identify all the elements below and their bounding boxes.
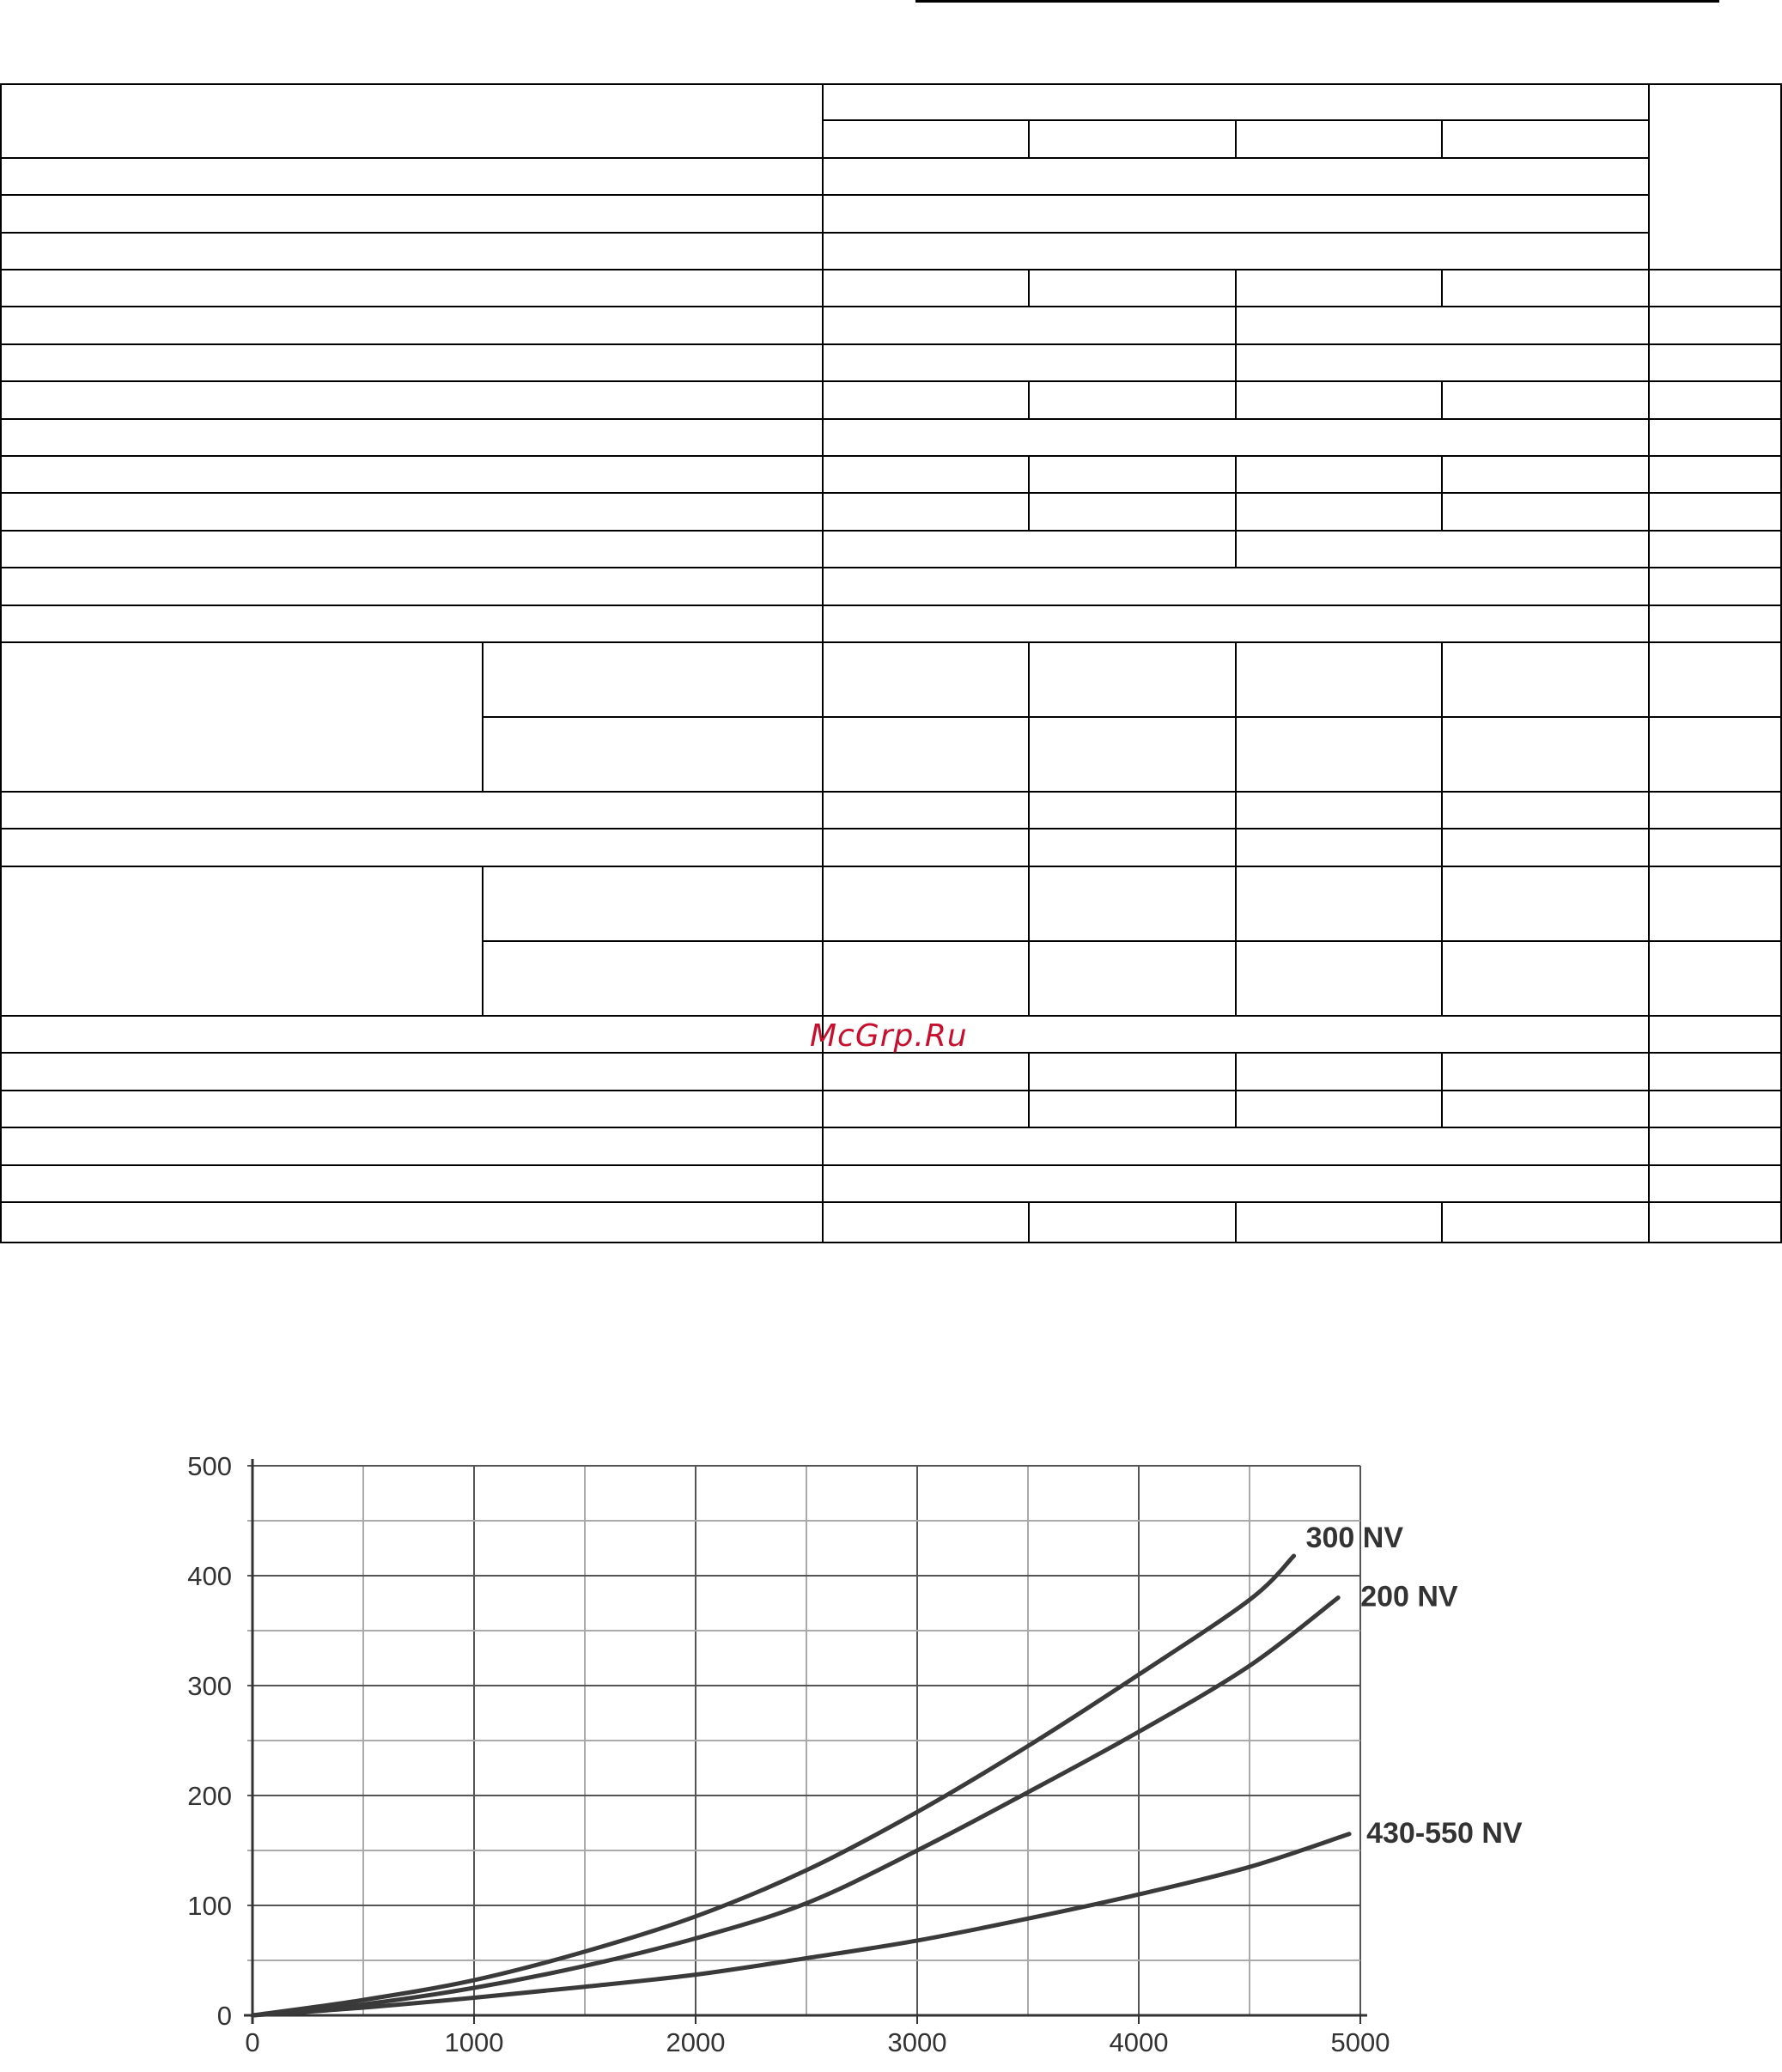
y-tick-label: 500: [187, 1451, 232, 1481]
y-tick-label: 100: [187, 1891, 232, 1921]
series-label: 300 NV: [1305, 1521, 1404, 1554]
series-line-200-nv: [252, 1598, 1338, 2015]
chart-tick-labels: [187, 1451, 1390, 2057]
chart-series: [252, 1556, 1349, 2015]
chart-canvas: [155, 1417, 1615, 2072]
x-tick-label: 5000: [1330, 2027, 1390, 2057]
specification-table: [0, 83, 1782, 1243]
performance-chart: [155, 1417, 1615, 2072]
series-line-300-nv: [252, 1556, 1294, 2015]
chart-grid: [247, 1466, 1360, 2015]
y-tick-label: 200: [187, 1781, 232, 1811]
x-tick-label: 1000: [444, 2027, 504, 2057]
watermark-text: McGrp.Ru: [810, 1018, 968, 1054]
y-tick-label: 400: [187, 1561, 232, 1591]
series-label: 430-550 NV: [1366, 1816, 1523, 1850]
table-grid: [0, 83, 1782, 1243]
x-tick-label: 2000: [666, 2027, 726, 2057]
x-tick-label: 3000: [887, 2027, 947, 2057]
header-rule: [915, 0, 1719, 3]
y-tick-label: 0: [216, 2001, 232, 2031]
x-tick-label: 4000: [1109, 2027, 1169, 2057]
x-tick-label: 0: [245, 2027, 260, 2057]
series-line-430-550-nv: [252, 1834, 1349, 2015]
y-tick-label: 300: [187, 1671, 232, 1701]
series-label: 200 NV: [1360, 1580, 1458, 1613]
